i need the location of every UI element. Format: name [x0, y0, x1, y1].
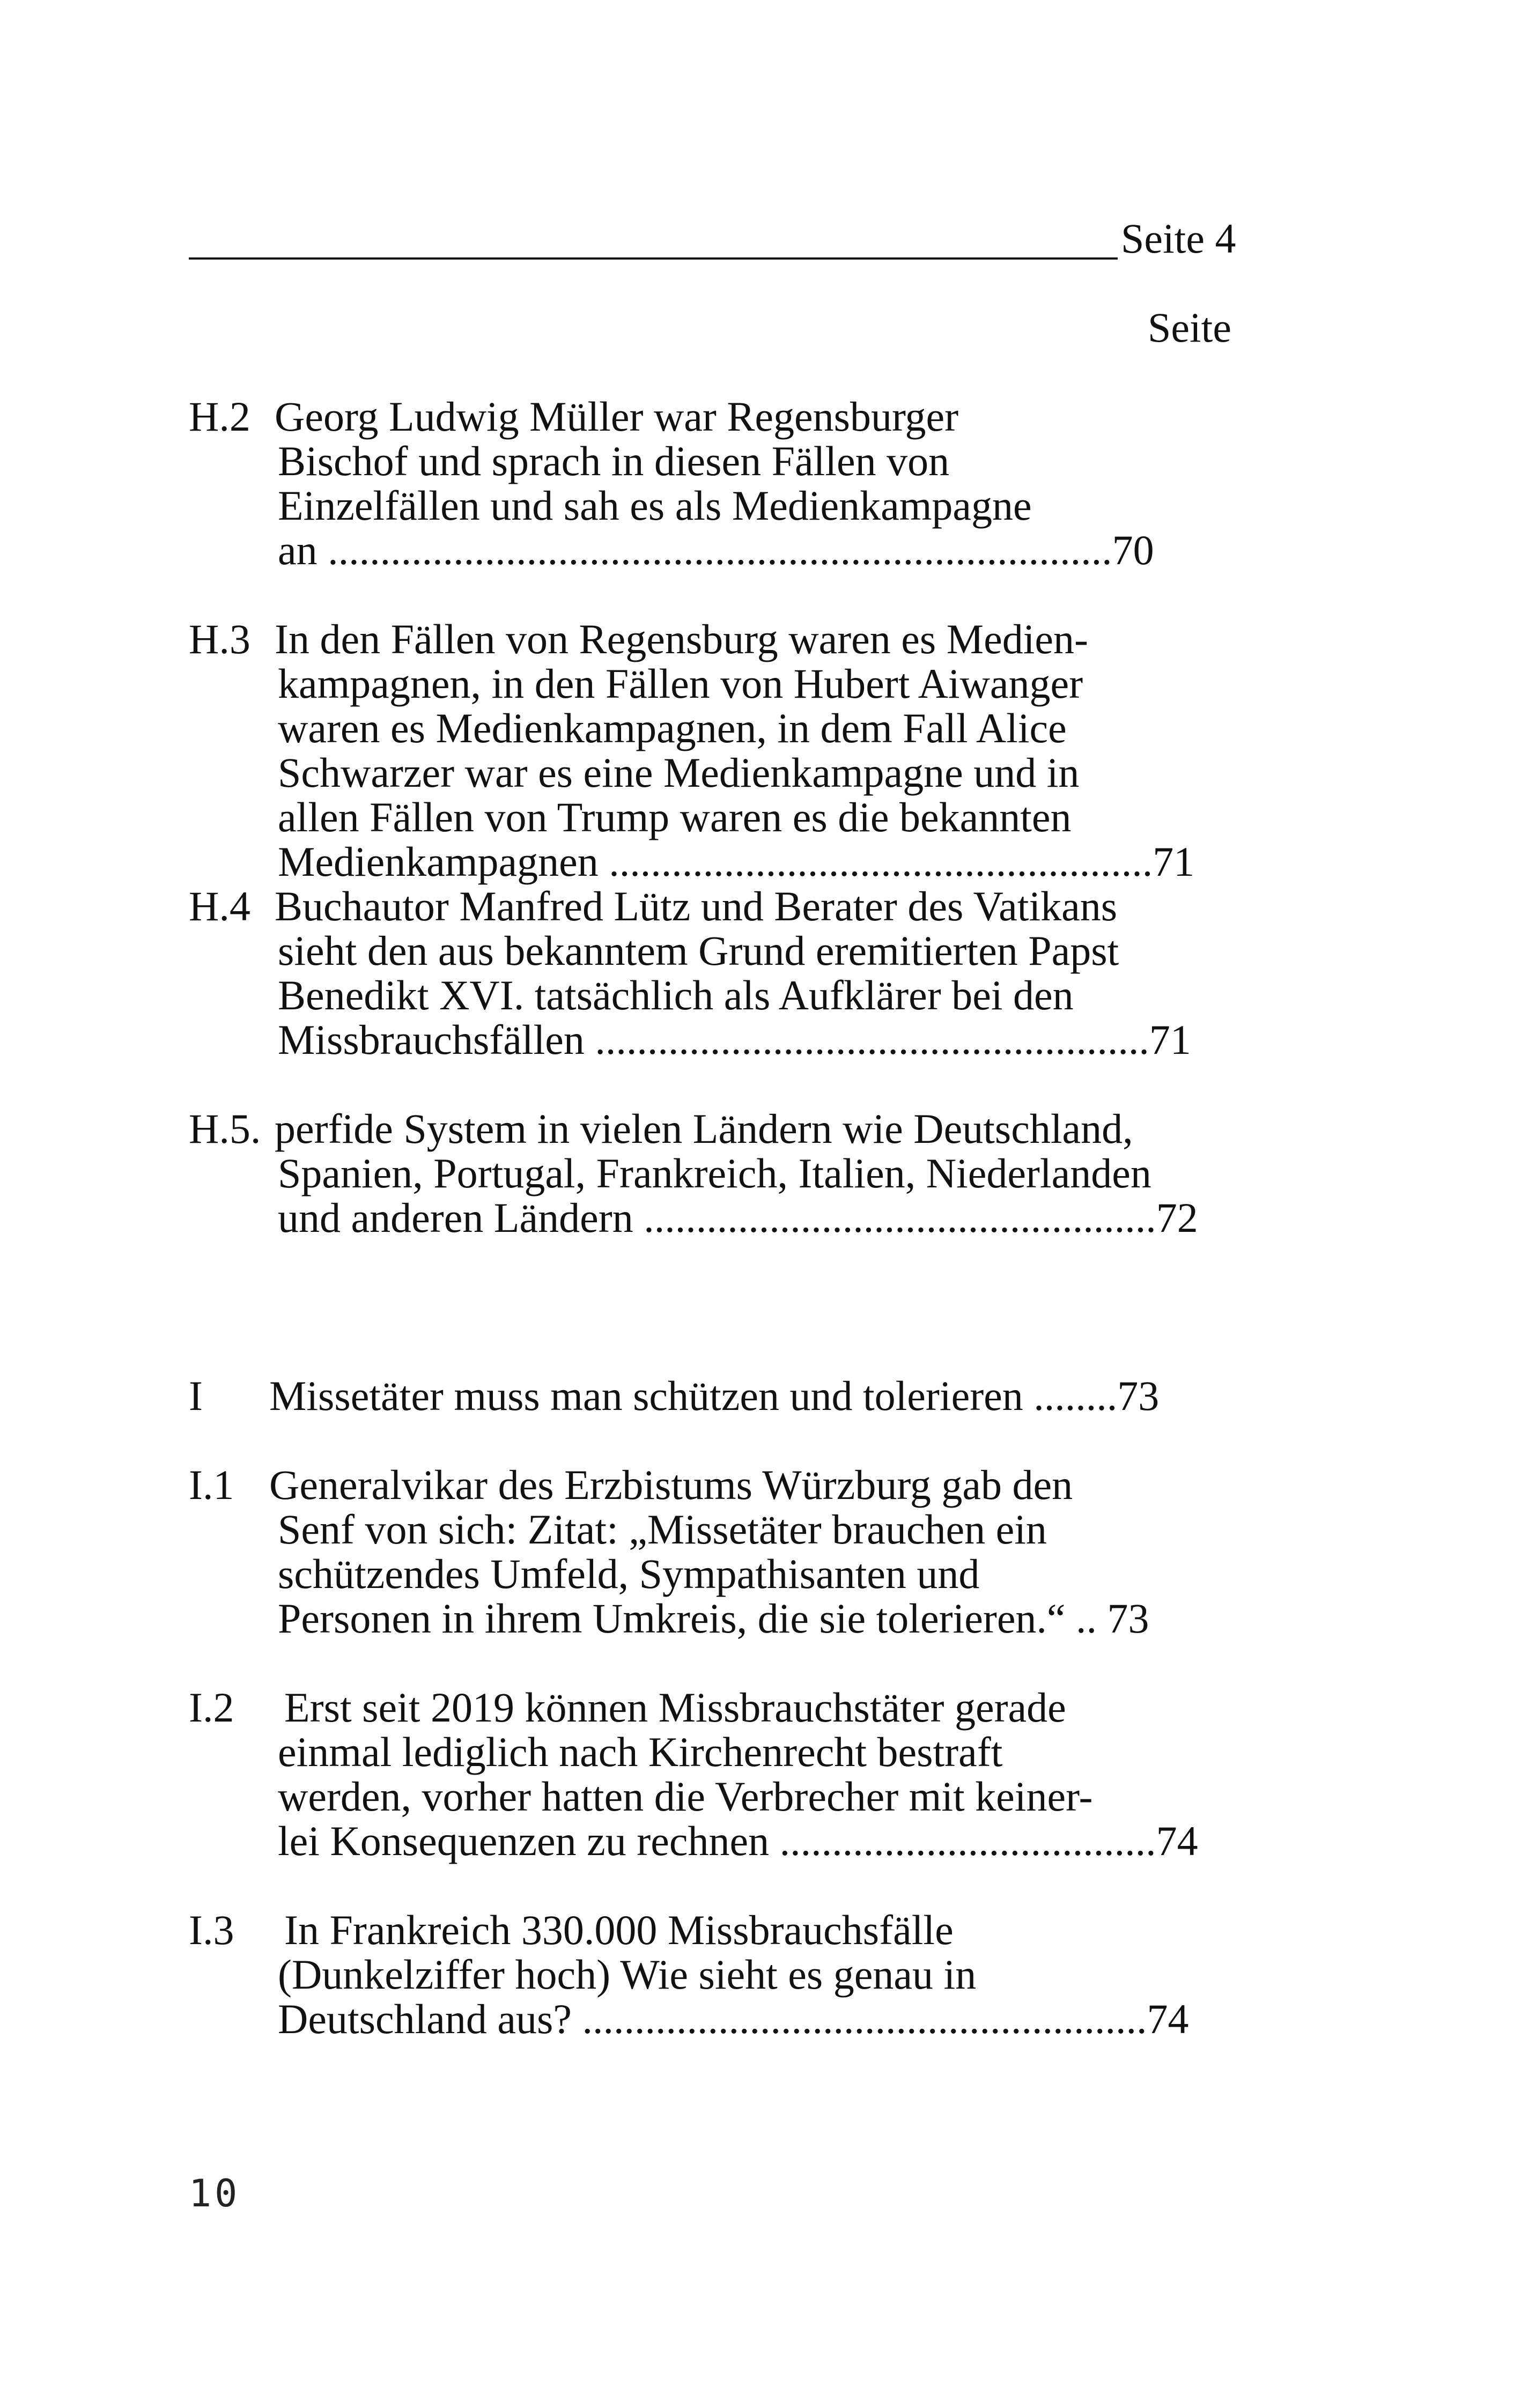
toc-entry-number: H.4 — [189, 883, 250, 929]
toc-entry-h2 — [189, 394, 1315, 572]
toc-entry-line: In Frankreich 330.000 Missbrauchsfälle — [284, 1907, 954, 1953]
toc-entry-line: Georg Ludwig Müller war Regensburger — [275, 393, 959, 440]
toc-entry-line: (Dunkelziffer hoch) Wie sieht es genau in — [278, 1951, 977, 1998]
spacer — [189, 1062, 1315, 1106]
toc-entry-line: Missetäter muss man schützen und tolerieren ........73 — [269, 1372, 1160, 1419]
toc-entry-line: Senf von sich: Zitat: „Missetäter brauchen ein — [278, 1506, 1047, 1553]
toc-entry-number: I.3 — [189, 1907, 234, 1953]
toc-entry-h4 — [189, 884, 1315, 1062]
page-column-heading: Seite — [1148, 304, 1231, 351]
toc-entry-line: lei Konsequenzen zu rechnen ....................................74 — [278, 1818, 1198, 1864]
toc-entry-line: Missbrauchsfällen .....................................................71 — [278, 1016, 1191, 1063]
toc-entry-line: Bischof und sprach in diesen Fällen von — [278, 438, 950, 484]
toc-entry-i3 — [189, 1908, 1315, 2041]
toc-entry-line: sieht den aus bekanntem Grund eremitierten Papst — [278, 927, 1119, 974]
spacer — [189, 1418, 1315, 1462]
toc-entry-i2 — [189, 1685, 1315, 1863]
toc-entry-number: H.3 — [189, 616, 250, 662]
toc-entry-line: Generalvikar des Erzbistums Würzburg gab den — [269, 1461, 1073, 1508]
toc-entry-line: Personen in ihrem Umkreis, die sie tolerieren.“ .. 73 — [278, 1595, 1149, 1642]
running-header — [189, 215, 1240, 263]
toc-entry-line: und anderen Ländern .................................................72 — [278, 1194, 1198, 1241]
toc-entry-h5 — [189, 1106, 1315, 1240]
toc-entry-line: Deutschland aus? ......................................................74 — [278, 1996, 1189, 2042]
toc-entry-line: werden, vorher hatten die Verbrecher mit keiner- — [278, 1773, 1093, 1820]
toc-entry-line: einmal lediglich nach Kirchenrecht bestraft — [278, 1729, 1003, 1775]
toc-entry-line: Benedikt XVI. tatsächlich als Aufklärer bei den — [278, 972, 1074, 1018]
toc-entry-number: I.2 — [189, 1684, 234, 1731]
toc-entry-line: an ...........................................................................70 — [278, 527, 1154, 573]
table-of-contents — [189, 394, 1315, 2041]
header-rule — [189, 257, 1118, 260]
toc-entry-line: Einzelfällen und sah es als Medienkampagne — [278, 482, 1032, 529]
header-page-label: Seite 4 — [1121, 215, 1236, 262]
toc-entry-line: allen Fällen von Trump waren es die bekannten — [278, 794, 1072, 840]
toc-entry-i1 — [189, 1462, 1315, 1641]
page-number: 10 — [189, 2171, 241, 2215]
toc-entry-i — [189, 1373, 1315, 1418]
toc-entry-line: schützendes Umfeld, Sympathisanten und — [278, 1550, 980, 1597]
spacer — [189, 1641, 1315, 1685]
toc-entry-line: Spanien, Portugal, Frankreich, Italien, Niederlanden — [278, 1150, 1151, 1196]
toc-entry-number: I — [189, 1372, 203, 1419]
toc-entry-line: perfide System in vielen Ländern wie Deutschland, — [275, 1105, 1133, 1152]
toc-entry-line: In den Fällen von Regensburg waren es Medien- — [275, 616, 1089, 662]
toc-entry-number: I.1 — [189, 1461, 234, 1508]
toc-entry-number: H.5. — [189, 1105, 261, 1152]
toc-entry-number: H.2 — [189, 393, 250, 440]
toc-entry-line: Medienkampagnen ....................................................71 — [278, 838, 1195, 885]
toc-entry-line: Schwarzer war es eine Medienkampagne und in — [278, 749, 1080, 796]
toc-entry-line: kampagnen, in den Fällen von Hubert Aiwanger — [278, 660, 1083, 707]
toc-entry-line: Erst seit 2019 können Missbrauchstäter gerade — [284, 1684, 1066, 1731]
toc-entry-line: waren es Medienkampagnen, in dem Fall Alice — [278, 705, 1067, 751]
toc-entry-h3 — [189, 617, 1315, 884]
toc-entry-line: Buchautor Manfred Lütz und Berater des Vatikans — [275, 883, 1118, 929]
spacer — [189, 572, 1315, 617]
spacer — [189, 1240, 1315, 1373]
spacer — [189, 1863, 1315, 1908]
